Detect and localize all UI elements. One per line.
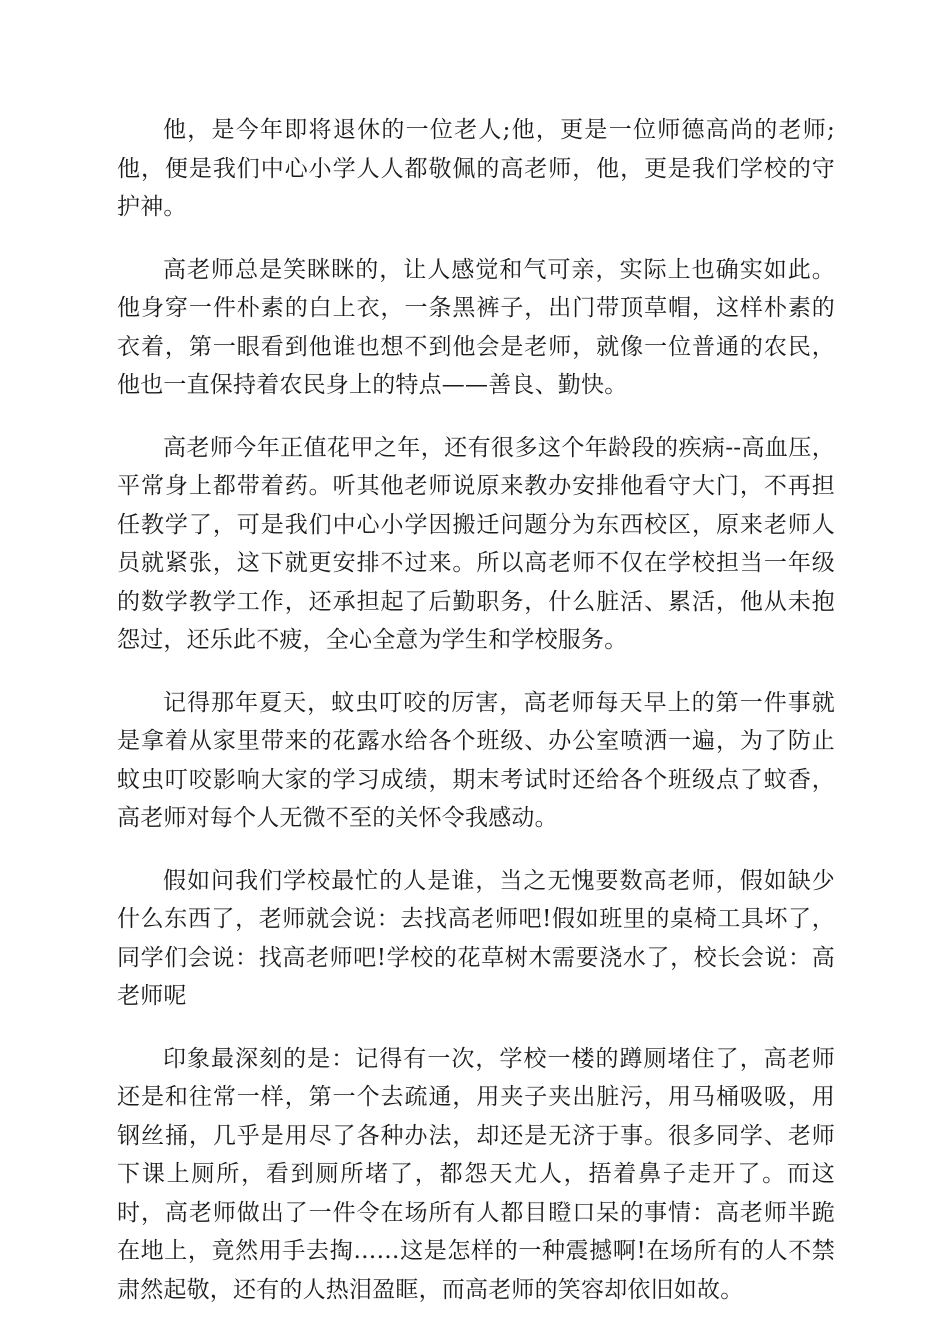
paragraph-2: 高老师总是笑眯眯的，让人感觉和气可亲，实际上也确实如此。他身穿一件朴素的白上衣，一条黑裤子，出门带顶草帽，这样朴素的衣着，第一眼看到他谁也想不到他会是老师，就像一位普通的农民，他也一直保持着农民身上的特点——善良、勤快。	[117, 256, 835, 398]
paragraph-4: 记得那年夏天，蚊虫叮咬的厉害，高老师每天早上的第一件事就是拿着从家里带来的花露水给各个班级、办公室喷洒一遍，为了防止蚊虫叮咬影响大家的学习成绩，期末考试时还给各个班级点了蚊香，高老师对每个人无微不至的关怀令我感动。	[117, 689, 835, 831]
paragraph-3: 高老师今年正值花甲之年，还有很多这个年龄段的疾病--高血压，平常身上都带着药。听其他老师说原来教办安排他看守大门，不再担任教学了，可是我们中心小学因搬迁问题分为东西校区，原来老师人员就紧张，这下就更安排不过来。所以高老师不仅在学校担当一年级的数学教学工作，还承担起了后勤职务，什么脏活、累活，他从未抱怨过，还乐此不疲，全心全意为学生和学校服务。	[117, 434, 835, 653]
article-body	[117, 111, 835, 1333]
paragraph-1: 他，是今年即将退休的一位老人;他，更是一位师德高尚的老师;他，便是我们中心小学人人都敬佩的高老师，他，更是我们学校的守护神。	[117, 117, 835, 220]
paragraph-5: 假如问我们学校最忙的人是谁，当之无愧要数高老师，假如缺少什么东西了，老师就会说：去找高老师吧!假如班里的桌椅工具坏了，同学们会说：找高老师吧!学校的花草树木需要浇水了，校长会说：高老师呢	[117, 867, 835, 1009]
paragraph-6: 印象最深刻的是：记得有一次，学校一楼的蹲厕堵住了，高老师还是和往常一样，第一个去疏通，用夹子夹出脏污，用马桶吸吸，用钢丝捅，几乎是用尽了各种办法，却还是无济于事。很多同学、老师下课上厕所，看到厕所堵了，都怨天尤人，捂着鼻子走开了。而这时，高老师做出了一件令在场所有人都目瞪口呆的事情：高老师半跪在地上，竟然用手去掏……这是怎样的一种震撼啊!在场所有的人不禁肃然起敬，还有的人热泪盈眶，而高老师的笑容却依旧如故。	[117, 1045, 835, 1303]
